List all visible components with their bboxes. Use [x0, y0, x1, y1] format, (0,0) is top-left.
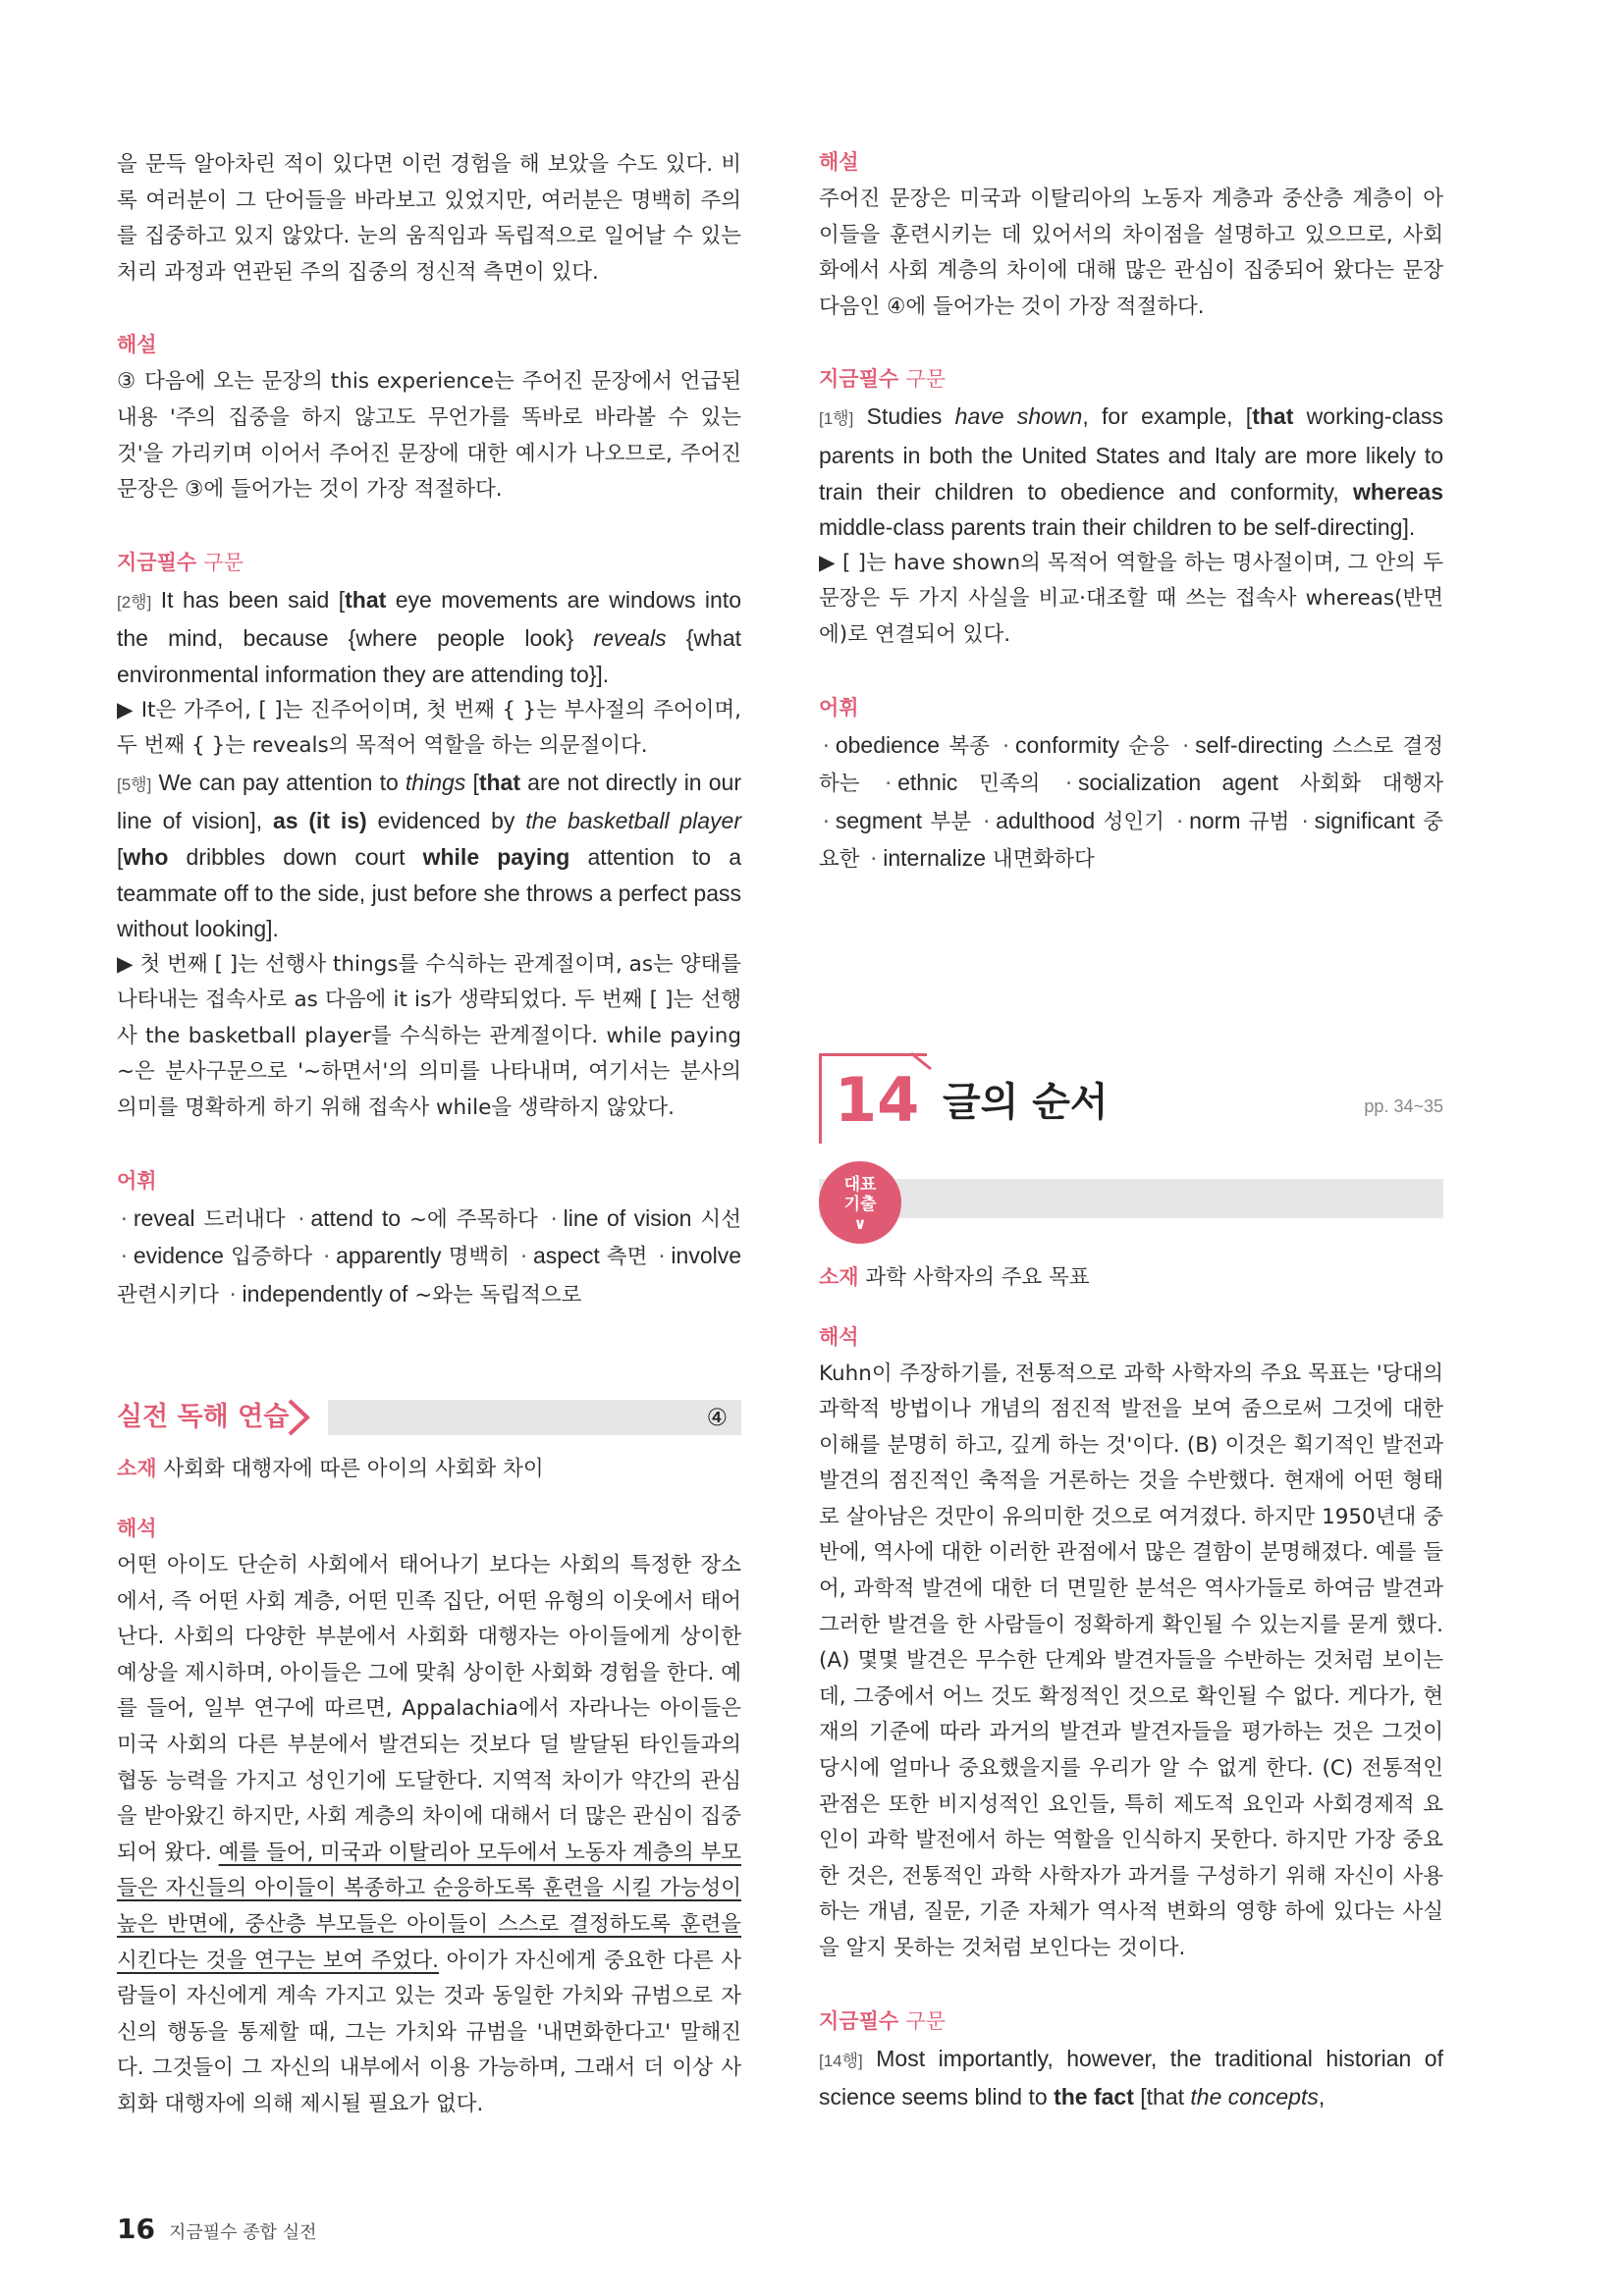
chevron-right-icon	[286, 1398, 311, 1437]
badge-line-2: 기출	[843, 1194, 877, 1214]
text-run-bold: that	[478, 769, 521, 795]
topic-text: 사회화 대행자에 따른 아이의 사회화 차이	[163, 1457, 544, 1482]
practice-title: 실전 독해 연습	[117, 1396, 328, 1439]
topic-line	[819, 1259, 1443, 1297]
text-run: {what environmental information they are attending to}].	[117, 625, 742, 687]
topic-text: 과학 사학자의 주요 목표	[865, 1264, 1090, 1290]
grammar-sentence-2	[819, 2041, 1443, 2115]
vocab-item: · self-directing 스스로 결정하는	[819, 731, 1443, 797]
grammar-sentence-2	[117, 765, 741, 947]
explanation-heading: 해설	[117, 333, 157, 357]
text-run: working-class parents in both the United States and Italy are more likely to train their children to obedience and conformity,	[819, 403, 1443, 505]
vocab-term: aspect	[532, 1243, 600, 1269]
text-run-italic: have shown	[954, 403, 1083, 430]
text-run: [that	[1133, 2084, 1191, 2110]
grammar-sentence-1	[117, 582, 741, 693]
vocab-meaning: 부분	[930, 809, 971, 834]
left-column	[117, 147, 741, 2123]
line-ref: [2행]	[117, 592, 152, 612]
vocab-item: · line of vision 시선	[550, 1204, 741, 1232]
vocab-meaning: 시선	[700, 1206, 741, 1232]
vocab-item: · obedience 복종	[823, 731, 990, 759]
line-ref: [14행]	[819, 2051, 863, 2070]
grammar-heading-sub: 구문	[905, 367, 947, 392]
badge-line-1: 대표	[843, 1174, 877, 1195]
text-run-bold: that	[345, 586, 387, 613]
vocab-item: · conformity 순응	[1002, 731, 1169, 759]
translation-paragraph	[117, 1548, 741, 2123]
vocab-item: · aspect 측면	[520, 1243, 648, 1270]
vocab-meaning: 사회화 대행자	[1299, 772, 1443, 797]
text-run: eye movements are windows into the mind, because {where people look}	[117, 586, 741, 652]
intro-paragraph: 을 문득 알아차린 적이 있다면 이런 경험을 해 보았을 수도 있다. 비록 여러분이 그 단어들을 바라보고 있었지만, 여러분은 명백히 주의를 집중하고 있지 않았다. 눈의 움직임과 독립적으로 일어날 수 있는 처리 과정과 연관된 주의 집중의 정신적 측면이 있다.	[117, 152, 741, 285]
representative-exam-row	[819, 1161, 1443, 1252]
right-column	[819, 147, 1443, 2115]
page-number: 16	[117, 2213, 155, 2245]
unit-header	[819, 1053, 1443, 1161]
vocab-term: obedience	[835, 731, 940, 758]
practice-answer: ④	[706, 1404, 728, 1432]
vocab-meaning: 중요한	[819, 809, 1444, 873]
grammar-note-1: ▶ [ ]는 have shown의 목적어 역할을 하는 명사절이며, 그 안의 두 문장은 두 가지 사실을 비교·대조할 때 쓰는 접속사 whereas(반면에)로 연결되어 있다.	[819, 550, 1443, 647]
grammar-heading-sub: 구문	[203, 550, 244, 574]
vocab-item: · evidence 입증하다	[121, 1243, 313, 1270]
vocab-item: · ethnic 민족의	[885, 770, 1041, 797]
vocab-term: involve	[671, 1243, 742, 1269]
grammar-note-2: ▶ 첫 번째 [ ]는 선행사 things를 수식하는 관계절이며, as는 양태를 나타내는 접속사로 as 다음에 it is가 생략되었다. 두 번째 [ ]는 선행사 the basketball player를 수식하는 관계절이다. while paying ~은 분사구문으로 '~하면서'의 의미를 나타내며, 여기서는 분사의 의미를 명확하게 하기 위해 접속사 while을 생략하지 않았다.	[117, 951, 741, 1121]
text-run: are not directly in our line of vision],	[117, 769, 741, 834]
translation-heading: 해석	[117, 1517, 157, 1541]
text-run: ,	[1318, 2084, 1326, 2110]
vocab-item: · internalize 내면화하다	[870, 845, 1095, 873]
vocab-meaning: 복종	[948, 733, 990, 759]
unit-pages: pp. 34~35	[1364, 1095, 1443, 1116]
vocab-meaning: 관련시키다	[117, 1282, 219, 1308]
vocab-meaning: 순응	[1128, 733, 1169, 759]
text-run: evidenced by	[366, 808, 526, 834]
text-run-italic: things	[405, 769, 466, 795]
explanation-heading: 해설	[819, 150, 859, 174]
vocab-item: · socialization agent 사회화 대행자	[1065, 770, 1443, 797]
vocab-item: · apparently 명백히	[323, 1243, 510, 1270]
vocab-item: · independently of ~와는 독립적으로	[229, 1280, 582, 1308]
vocab-meaning: 내면화하다	[992, 847, 1095, 873]
text-run: [	[117, 843, 124, 870]
vocab-item: · adulthood 성인기	[983, 807, 1164, 834]
text-run-bold: who	[123, 843, 169, 870]
vocab-item: · involve 관련시키다	[117, 1243, 742, 1308]
book-title: 지금필수 종합 실전	[168, 2222, 317, 2243]
practice-section-bar	[117, 1396, 741, 1439]
grammar-heading-main: 지금필수	[819, 367, 899, 392]
vocab-term: ethnic	[897, 770, 958, 796]
vocab-item: · reveal 드러내다	[121, 1204, 286, 1232]
line-ref: [1행]	[819, 409, 854, 429]
grammar-heading-main: 지금필수	[117, 550, 197, 574]
chevron-down-icon: ∨	[853, 1213, 867, 1233]
text-run: We can pay attention to	[151, 769, 406, 795]
vocab-meaning: 입증하다	[231, 1245, 313, 1270]
vocab-term: independently of	[242, 1280, 408, 1307]
line-ref: [5행]	[117, 774, 152, 794]
text-run: Studies	[853, 403, 955, 430]
text-run: middle-class parents train their children to be self-directing].	[819, 514, 1416, 541]
topic-line	[117, 1451, 741, 1488]
vocab-term: significant	[1314, 807, 1415, 833]
vocab-list	[117, 1201, 741, 1314]
vocab-item: · norm 규범	[1176, 807, 1290, 834]
grammar-heading	[819, 364, 1443, 394]
unit-title: 글의 순서	[943, 1079, 1109, 1125]
translation-heading: 해석	[819, 1324, 859, 1349]
vocab-item: · segment 부분	[823, 807, 971, 834]
explanation-paragraph: ③ 다음에 오는 문장의 this experience는 주어진 문장에서 언급된 내용 '주의 집중을 하지 않고도 무언가를 똑바로 바라볼 수 있는 것'을 가리키며 이어서 주어진 문장에 대한 예시가 나오므로, 주어진 문장은 ③에 들어가는 것이 가장 적절하다.	[117, 369, 741, 503]
text-run: It has been said [	[151, 586, 346, 613]
vocab-meaning: 드러내다	[203, 1206, 286, 1232]
text-run: attention to a teammate off to the side, just before she throws a perfect pass without looking].	[117, 843, 741, 942]
grammar-heading	[117, 548, 741, 577]
vocab-term: apparently	[336, 1243, 442, 1269]
text-run: , for example, [	[1082, 403, 1253, 430]
text-run: Most importantly, however, the traditional historian of science seems blind to	[819, 2045, 1443, 2110]
vocab-list	[819, 727, 1443, 879]
vocab-heading: 어휘	[819, 695, 859, 720]
text-run-bold: that	[1252, 403, 1294, 430]
vocab-meaning: ~에 주목하다	[408, 1206, 538, 1232]
vocab-item: · attend to ~에 주목하다	[298, 1204, 538, 1232]
vocab-term: self-directing	[1195, 731, 1324, 758]
page-footer	[117, 2213, 317, 2245]
translation-paragraph: Kuhn이 주장하기를, 전통적으로 과학 사학자의 주요 목표는 '당대의 과학적 방법이나 개념의 점진적 발전을 보여 줌으로써 그것에 대한 이해를 분명히 하고, 깊게 하는 것'이다. (B) 이것은 획기적인 발전과 발견의 점진적인 축적을 거론하는 것을 수반했다. 현재에 어떤 형태로 살아남은 것만이 유의미한 것으로 여겨졌다. 하지만 1950년대 중반에, 역사에 대한 이러한 관점에서 많은 결함이 분명해졌다. 예를 들어, 과학적 발견에 대한 더 면밀한 분석은 역사가들로 하여금 발견과 그러한 발견을 한 사람들이 정확하게 확인될 수 있는지를 묻게 했다. (A) 몇몇 발견은 무수한 단계와 발견자들을 수반하는 것처럼 보이는데, 그중에서 어느 것도 확정적인 것으로 확인될 수 없다. 게다가, 현재의 기준에 따라 과거의 발견과 발견자들을 평가하는 것은 그것이 당시에 얼마나 중요했을지를 우리가 알 수 없게 한다. (C) 전통적인 관점은 또한 비지성적인 요인들, 특히 제도적 요인과 사회경제적 요인이 과학 발전에서 하는 역할을 인식하지 못한다. 하지만 가장 중요한 것은, 전통적인 과학 사학자가 과거를 구성하기 위해 자신이 사용하는 개념, 질문, 기준 자체가 역사적 변화의 영향 하에 있다는 사실을 알지 못하는 것처럼 보인다는 것이다.	[819, 1361, 1443, 1960]
text-run-bold: the fact	[1054, 2084, 1134, 2110]
text-run-bold: as (it is)	[272, 808, 367, 834]
topic-tag: 소재	[819, 1264, 859, 1289]
text-run-bold: whereas	[1352, 478, 1443, 505]
grammar-heading-2	[819, 2006, 1443, 2036]
vocab-term: line of vision	[563, 1204, 692, 1231]
vocab-meaning: 측면	[606, 1245, 648, 1270]
text-run-italic: reveals	[593, 625, 667, 652]
representative-exam-badge	[819, 1161, 901, 1244]
vocab-meaning: 민족의	[979, 772, 1041, 797]
text-run-italic: the basketball player	[525, 808, 741, 834]
vocab-term: internalize	[883, 845, 987, 872]
text-run: 아이가 자신에게 중요한 다른 사람들이 자신에게 계속 가지고 있는 것과 동일한 가치와 규범으로 자신의 행동을 통제할 때, 그는 가치와 규범을 '내면화한다고' 말해진다. 그것들이 그 자신의 내부에서 이용 가능하며, 그래서 더 이상 사회화 대행자에 의해 제시될 필요가 없다.	[117, 1948, 741, 2116]
text-run-bold: while paying	[422, 843, 570, 870]
topic-tag: 소재	[117, 1457, 157, 1481]
text-run: [	[465, 769, 479, 795]
vocab-heading: 어휘	[117, 1168, 157, 1193]
grammar-heading-main: 지금필수	[819, 2008, 899, 2033]
grammar-sentence-1	[819, 399, 1443, 545]
vocab-meaning: 규범	[1248, 809, 1290, 834]
vocab-meaning: 스스로 결정하는	[819, 733, 1443, 797]
vocab-term: segment	[835, 807, 923, 833]
vocab-meaning: 성인기	[1103, 809, 1164, 834]
unit-number: 14	[835, 1063, 920, 1136]
grammar-note-1: ▶ It은 가주어, [ ]는 진주어이며, 첫 번째 { }는 부사절의 주어이며, 두 번째 { }는 reveals의 목적어 역할을 하는 의문절이다.	[117, 697, 741, 759]
vocab-term: socialization agent	[1077, 770, 1279, 796]
explanation-paragraph: 주어진 문장은 미국과 이탈리아의 노동자 계층과 중산층 계층이 아이들을 훈련시키는 데 있어서의 차이점을 설명하고 있으므로, 사회화에서 사회 계층의 차이에 대해 많은 관심이 집중되어 왔다는 문장 다음인 ④에 들어가는 것이 가장 적절하다.	[819, 187, 1443, 319]
vocab-item: · significant 중요한	[819, 807, 1444, 873]
vocab-meaning: ~와는 독립적으로	[414, 1282, 582, 1308]
text-run: dribbles down court	[168, 843, 423, 870]
text-run: 어떤 아이도 단순히 사회에서 태어나기 보다는 사회의 특정한 장소에서, 즉 어떤 사회 계층, 어떤 민족 집단, 어떤 유형의 이웃에서 태어난다. 사회의 다양한 부분에서 사회화 대행자는 아이들에게 상이한 예상을 제시하며, 아이들은 그에 맞춰 상이한 사회화 경험을 한다. 예를 들어, 일부 연구에 따르면, Appalachia에서 자라나는 아이들은 미국 사회의 다른 부분에서 발견되는 것보다 덜 발달된 타인들과의 협동 능력을 가지고 성인기에 도달한다. 지역적 차이가 약간의 관심을 받아왔긴 하지만, 사회 계층의 차이에 대해서 더 많은 관심이 집중되어 왔다.	[117, 1553, 741, 1865]
grammar-heading-sub: 구문	[905, 2008, 947, 2033]
underlined-sentence: 예를 들어, 미국과 이탈리아 모두에서 노동자 계층의 부모들은 자신들의 아이들이 복종하고 순응하도록 훈련을 시킬 가능성이 높은 반면에, 중산층 부모들은 아이들이 스스로 결정하도록 훈련을 시킨다는 것을 연구는 보여 주었다.	[117, 1840, 741, 1973]
vocab-term: norm	[1189, 807, 1241, 833]
vocab-term: attend to	[310, 1204, 402, 1231]
text-run-italic: the concepts	[1190, 2084, 1319, 2110]
vocab-term: conformity	[1015, 731, 1120, 758]
vocab-meaning: 명백히	[448, 1245, 510, 1270]
badge-bar-background	[819, 1179, 1443, 1218]
vocab-term: evidence	[133, 1243, 224, 1269]
vocab-term: reveal	[133, 1204, 195, 1231]
vocab-term: adulthood	[996, 807, 1096, 833]
